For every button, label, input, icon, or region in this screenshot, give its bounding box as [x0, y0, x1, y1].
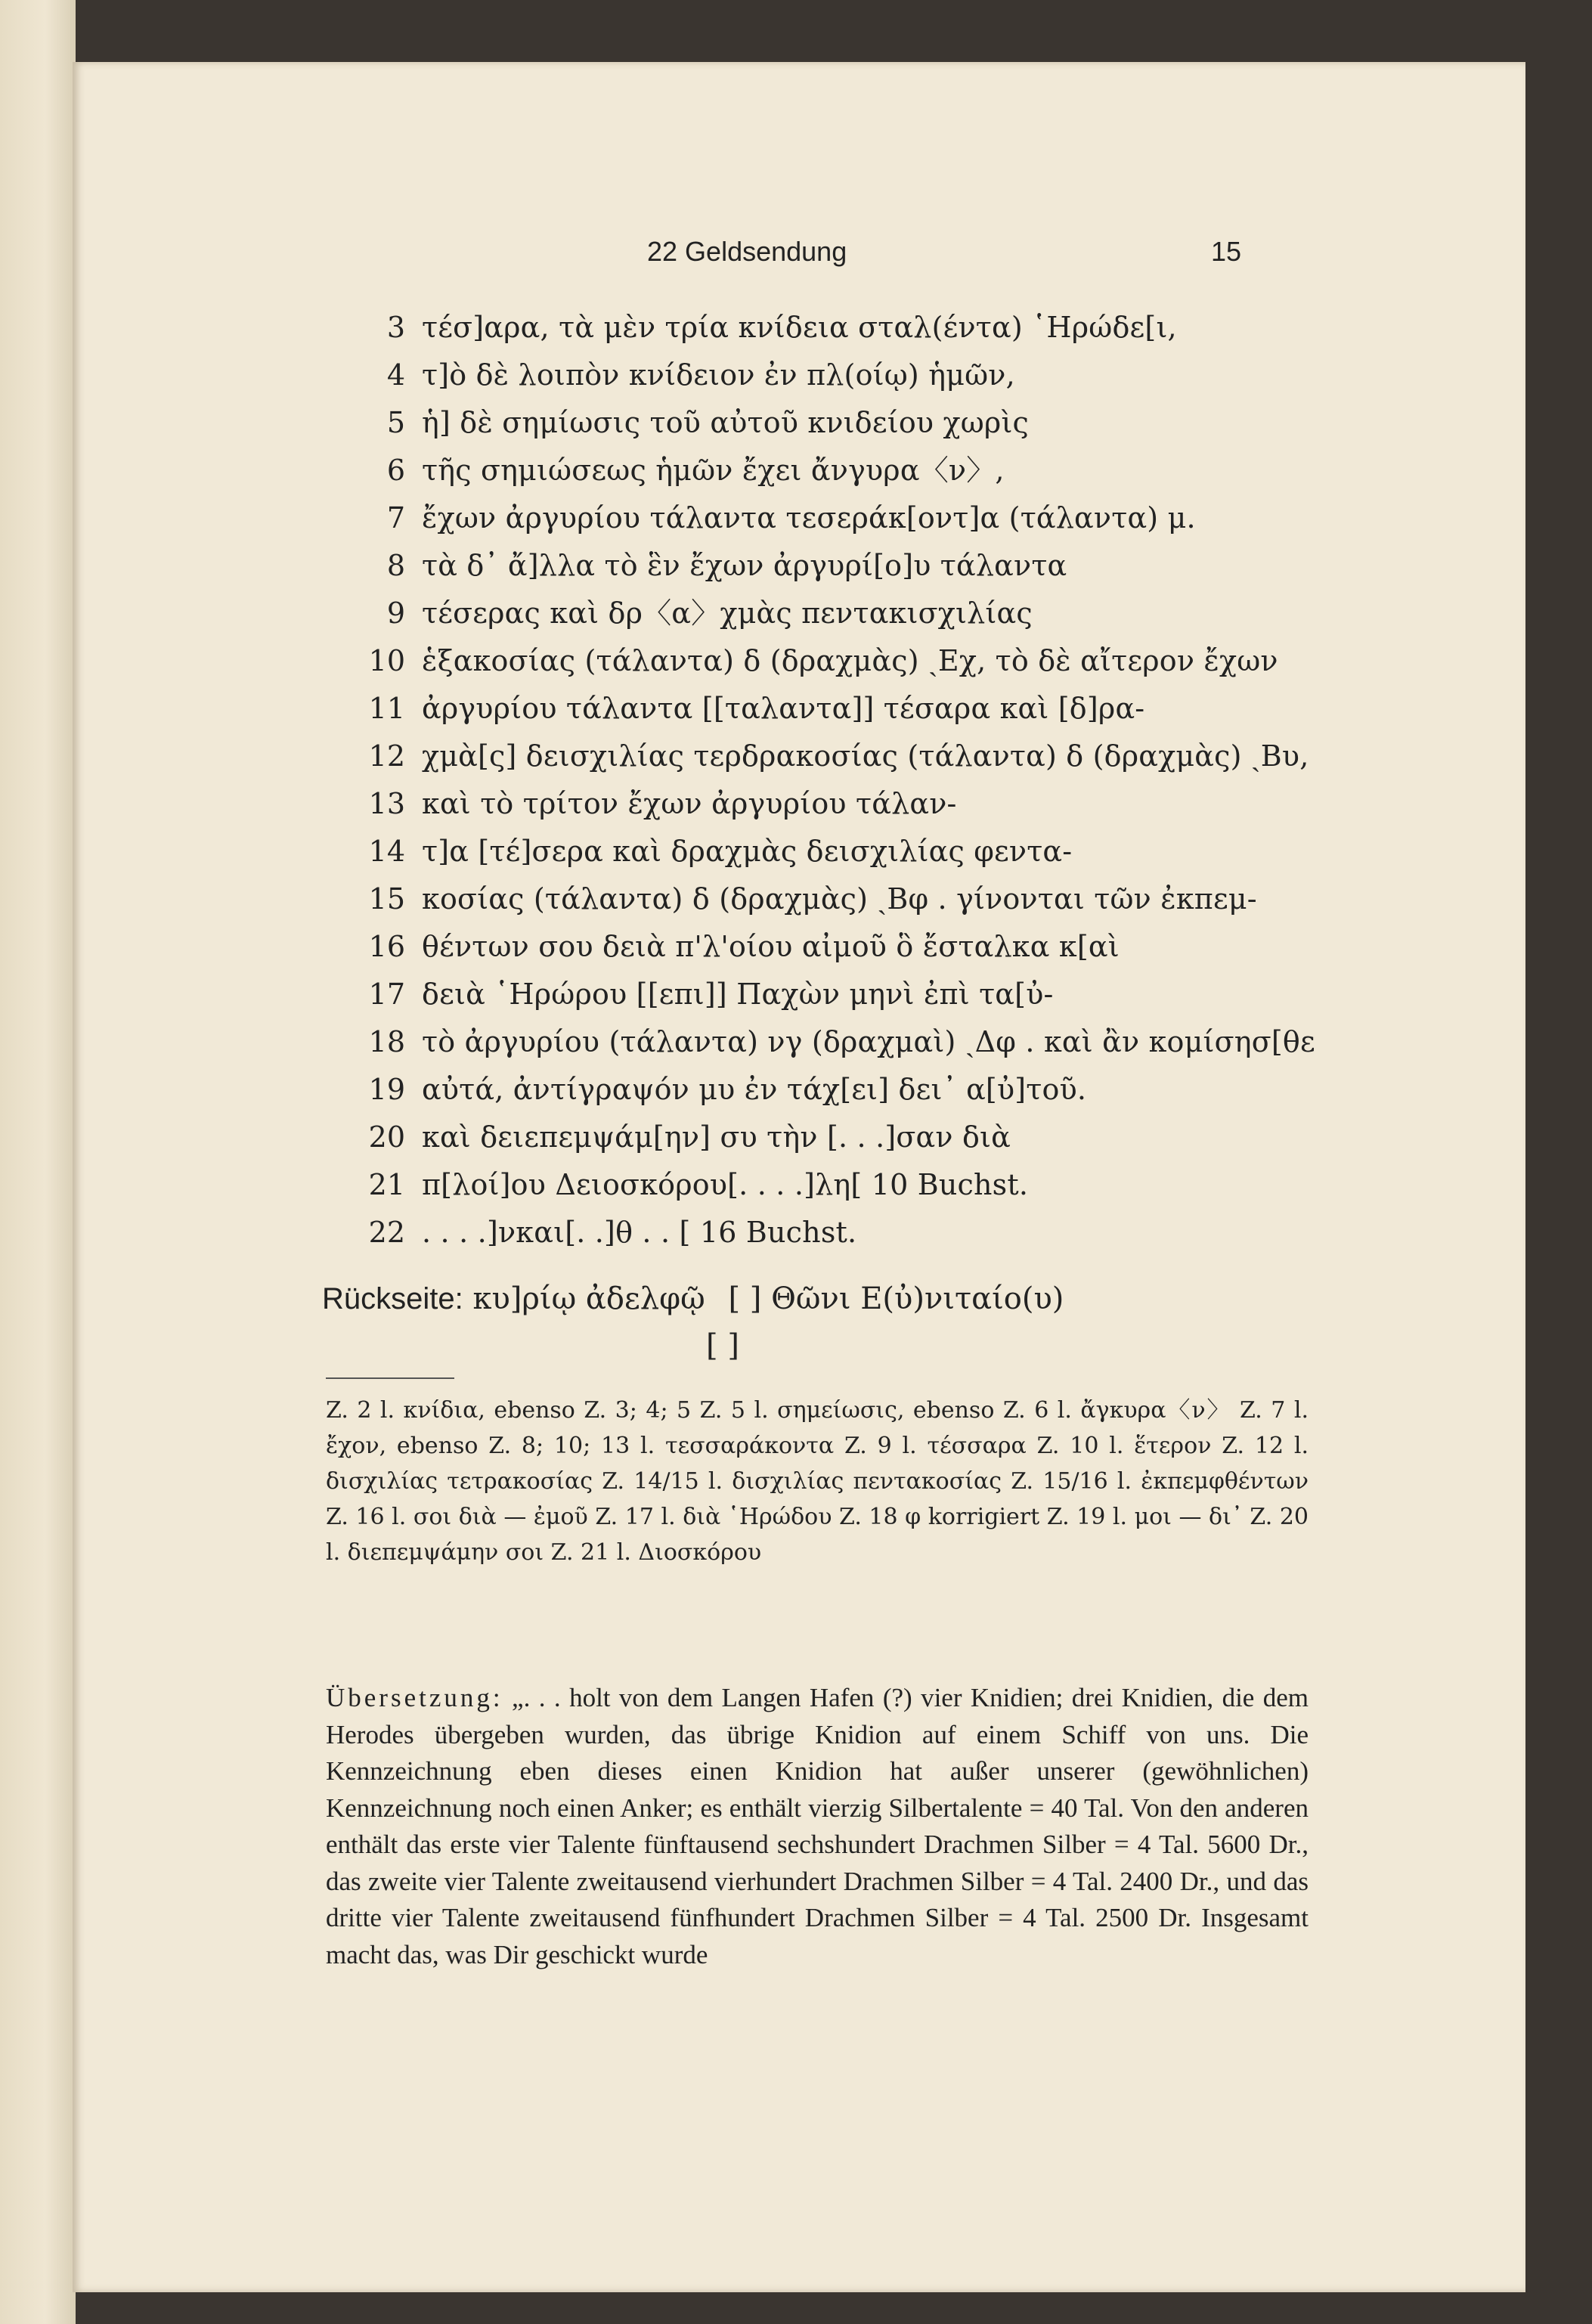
text-line: [322, 1018, 1380, 1066]
footnote-rule: [326, 1377, 454, 1379]
facing-page-edge: [0, 0, 76, 2324]
line-text: ἔχων ἀργυρίου τάλαντα τεσεράκ[οντ]α (τάλαντα) μ.: [422, 501, 1196, 535]
line-text: θέντων σου δειὰ π'λ'οίου αἰμοῦ ὃ ἔσταλκα κ[αὶ: [422, 930, 1120, 963]
line-text: . . . .]νκαι[. .]θ . . [ 16 Buchst.: [422, 1216, 857, 1249]
text-line: [322, 1114, 1380, 1161]
verso-label: Rückseite:: [322, 1282, 463, 1315]
page-number: 15: [1211, 236, 1242, 267]
text-line: [322, 1209, 1380, 1257]
text-line: [322, 590, 1380, 637]
text-line: [322, 1161, 1380, 1209]
text-line: [322, 875, 1380, 923]
line-number: 9: [386, 596, 405, 630]
line-number: 18: [368, 1025, 405, 1058]
line-number: 15: [368, 882, 405, 916]
verso-text-2: Θῶνι Ε(ὐ)νιταίο(υ): [771, 1281, 1064, 1316]
line-number: 8: [386, 549, 405, 582]
verso-bracket-line: [706, 1328, 739, 1363]
line-text: καὶ δειεπεμψάμ[ην] συ τὴν [. . .]σαν διὰ: [422, 1120, 1011, 1154]
text-line: [322, 971, 1380, 1018]
text-line: [322, 304, 1380, 352]
line-number: 12: [368, 739, 405, 773]
line-number: 11: [368, 692, 405, 725]
line-text: τὰ δ᾽ ἄ]λλα τὸ ἓν ἔχων ἀργυρί[ο]υ τάλαντα: [422, 549, 1067, 582]
verso-line: [322, 1275, 1064, 1322]
line-text: καὶ τὸ τρίτον ἔχων ἀργυρίου τάλαν-: [422, 787, 957, 820]
text-line: [322, 637, 1380, 685]
line-text: π[λοί]ου Δειοσκόρου[. . . .]λη[ 10 Buchst.: [422, 1168, 1029, 1201]
line-text: ἑξακοσίας (τάλαντα) δ (δραχμὰς) ˏΕχ, τὸ δὲ αἴτερον ἔχων: [422, 644, 1278, 677]
line-text: ἀργυρίου τάλαντα [[ταλαντα]] τέσαρα καὶ [δ]ρα-: [422, 692, 1145, 725]
line-text: αὐτά, ἀντίγραψόν μυ ἐν τάχ[ει] δει᾽ α[ὐ]τοῦ.: [422, 1073, 1087, 1106]
line-number: 14: [368, 835, 405, 868]
text-line: [322, 1066, 1380, 1114]
text-line: [322, 447, 1380, 494]
section-title: 22 Geldsendung: [647, 236, 847, 267]
verso-bracket-2: [ ]: [706, 1328, 739, 1363]
line-number: 10: [368, 644, 405, 677]
line-number: 3: [386, 311, 405, 344]
line-text: τέσερας καὶ δρ〈α〉χμὰς πεντακισχιλίας: [422, 596, 1033, 630]
apparatus-notes: [326, 1393, 1309, 1570]
line-number: 17: [368, 978, 405, 1011]
line-number: 22: [368, 1216, 405, 1249]
verso-bracket-1: [ ]: [728, 1281, 762, 1316]
line-number: 6: [386, 454, 405, 487]
translation-block: [326, 1680, 1309, 1973]
text-line: [322, 399, 1380, 447]
text-line: [322, 733, 1380, 780]
line-number: 13: [368, 787, 405, 820]
line-text: κοσίας (τάλαντα) δ (δραχμὰς) ˏΒφ . γίνονται τῶν ἐκπεμ-: [422, 882, 1257, 916]
line-text: τέσ]αρα, τὰ μὲν τρία κνίδεια σταλ(έντα) ῾Ηρώδε[ι,: [422, 311, 1177, 344]
line-text: ἡ] δὲ σημίωσις τοῦ αὐτοῦ κνιδείου χωρὶς: [422, 406, 1030, 439]
line-text: τ]ὸ δὲ λοιπὸν κνίδειον ἐν πλ(οίῳ) ἡμῶν,: [422, 358, 1015, 392]
notes-text: Z. 2 l. κνίδια, ebenso Z. 3; 4; 5 Z. 5 l. σημείωσις, ebenso Z. 6 l. ἄγκυρα〈ν〉 Z. 7 l. ἔχον, ebenso Z. 8; 10; 13 l. τεσσαράκοντα Z. 9 l. τέσσαρα Z. 10 l. ἕτερον Z. 12 l. δισχιλίας τετρακοσίας Z. 14/15 l. δισχιλίας πεντακοσίας Z. 15/16 l. ἐκπεμφθέντων Z. 16 l. σοι διὰ — ἐμοῦ Z. 17 l. διὰ ῾Ηρώδου Z. 18 φ korrigiert Z. 19 l. μοι — δι᾽ Z. 20 l. διεπεμψάμην σοι Z. 21 l. Διοσκόρου: [326, 1397, 1309, 1566]
line-number: 7: [386, 501, 405, 535]
translation-text: „. . . holt von dem Langen Hafen (?) vier Knidien; drei Knidien, die dem Herodes übergeben wurden, das übrige Knidion auf einem Schiff von uns. Die Kennzeichnung eben dieses einen Knidion hat außer unserer (gewöhnlichen) Kennzeichnung noch einen Anker; es enthält vierzig Silbertalente = 40 Tal. Von den anderen enthält das erste vier Talente fünftausend sechshundert Drachmen Silber = 4 Tal. 5600 Dr., das zweite vier Talente zweitausend vierhundert Drachmen Silber = 4 Tal. 2400 Dr., und das dritte vier Talente zweitausend fünfhundert Drachmen Silber = 4 Tal. 2500 Dr. Insgesamt macht das, was Dir geschickt wurde: [326, 1683, 1309, 1969]
line-number: 16: [368, 930, 405, 963]
text-line: [322, 828, 1380, 875]
line-number: 19: [368, 1073, 405, 1106]
text-line: [322, 494, 1380, 542]
text-line: [322, 542, 1380, 590]
line-number: 5: [386, 406, 405, 439]
book-page: [73, 62, 1525, 2292]
greek-text: [322, 304, 1380, 1257]
text-line: [322, 685, 1380, 733]
translation-label: Übersetzung:: [326, 1683, 503, 1712]
line-text: τ]α [τέ]σερα καὶ δραχμὰς δεισχιλίας φεντα-: [422, 835, 1073, 868]
verso-text-1: κυ]ρίῳ ἀδελφῷ: [472, 1281, 705, 1316]
line-text: χμὰ[ς] δεισχιλίας τερδρακοσίας (τάλαντα) δ (δραχμὰς) ˏΒυ,: [422, 739, 1309, 773]
text-line: [322, 780, 1380, 828]
text-line: [322, 923, 1380, 971]
text-line: [322, 352, 1380, 399]
line-text: τῆς σημιώσεως ἡμῶν ἔχει ἄνγυρα〈ν〉,: [422, 454, 1005, 487]
line-number: 21: [368, 1168, 405, 1201]
line-number: 4: [386, 358, 405, 392]
line-text: τὸ ἀργυρίου (τάλαντα) νγ (δραχμαὶ) ˏΔφ . καὶ ἂν κομίσησ[θε: [422, 1025, 1315, 1058]
line-number: 20: [368, 1120, 405, 1154]
line-text: δειὰ ῾Ηρώρου [[επι]] Παχὼν μηνὶ ἐπὶ τα[ὐ-: [422, 978, 1054, 1011]
